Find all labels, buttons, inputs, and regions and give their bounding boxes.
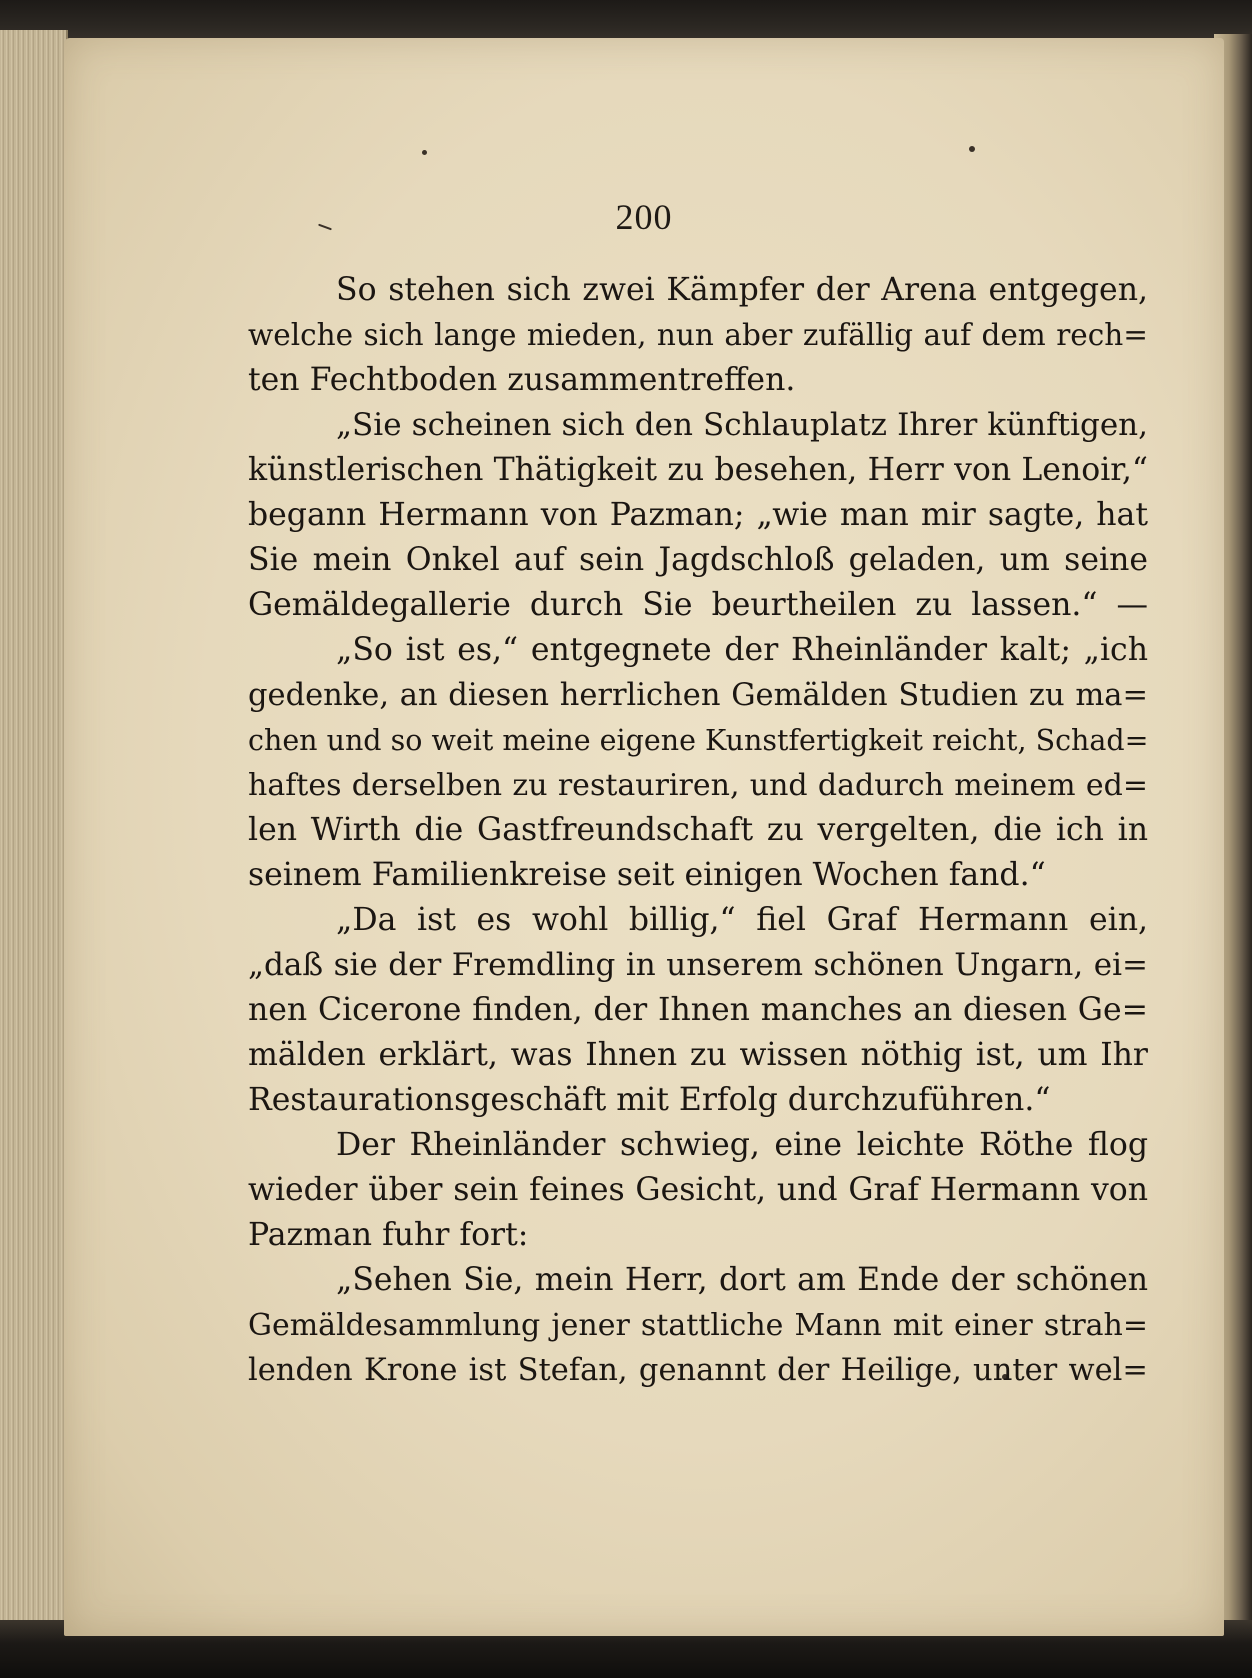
text-line: „Sie scheinen sich den Schlauplatz Ihrer künftigen, [336, 407, 1148, 443]
paper-speck [969, 146, 975, 152]
text-line: Pazman fuhr fort: [248, 1217, 529, 1253]
page-edges-left [0, 30, 68, 1630]
text-line: chen und so weit meine eigene Kunstfertigkeit reicht, Schad= [248, 724, 1149, 757]
text-line: „Da ist es wohl billig,“ fiel Graf Hermann ein, [336, 902, 1148, 938]
text-line: begann Hermann von Pazman; „wie man mir sagte, hat [248, 497, 1148, 533]
text-line: seinem Familienkreise seit einigen Wochen fand.“ [248, 857, 1046, 893]
page-number: 200 [615, 197, 673, 237]
text-line: welche sich lange mieden, nun aber zufällig auf dem rech= [248, 318, 1148, 352]
text-line: ten Fechtboden zusammentreffen. [248, 362, 796, 398]
text-line: wieder über sein feines Gesicht, und Graf Hermann von [248, 1172, 1148, 1208]
text-line: künstlerischen Thätigkeit zu besehen, Herr von Lenoir,“ [248, 452, 1148, 488]
text-line: gedenke, an diesen herrlichen Gemälden Studien zu ma= [248, 678, 1148, 713]
text-line: Gemäldesammlung jener stattliche Mann mit einer strah= [248, 1308, 1148, 1343]
text-line: Sie mein Onkel auf sein Jagdschloß geladen, um seine [248, 542, 1148, 578]
text-line: haftes derselben zu restauriren, und dadurch meinem ed= [248, 768, 1148, 803]
text-line: Gemäldegallerie durch Sie beurtheilen zu lassen.“ — [248, 587, 1148, 623]
text-line: len Wirth die Gastfreundschaft zu vergelten, die ich in [248, 812, 1148, 848]
text-line: „So ist es,“ entgegnete der Rheinländer kalt; „ich [336, 632, 1148, 668]
text-line: mälden erklärt, was Ihnen zu wissen nöthig ist, um Ihr [248, 1037, 1148, 1073]
text-line: Restaurationsgeschäft mit Erfolg durchzuführen.“ [248, 1082, 1051, 1118]
text-line: nen Cicerone finden, der Ihnen manches an diesen Ge= [248, 992, 1148, 1028]
text-line: Der Rheinländer schwieg, eine leichte Röthe flog [336, 1127, 1148, 1163]
text-line: lenden Krone ist Stefan, genannt der Heilige, unter wel= [248, 1353, 1148, 1388]
body-text [248, 268, 1148, 1393]
paper-speck [422, 150, 427, 155]
text-line: „Sehen Sie, mein Herr, dort am Ende der schönen [336, 1262, 1148, 1298]
text-line: „daß sie der Fremdling in unserem schönen Ungarn, ei= [248, 947, 1148, 983]
text-line: So stehen sich zwei Kämpfer der Arena entgegen, [336, 272, 1148, 308]
